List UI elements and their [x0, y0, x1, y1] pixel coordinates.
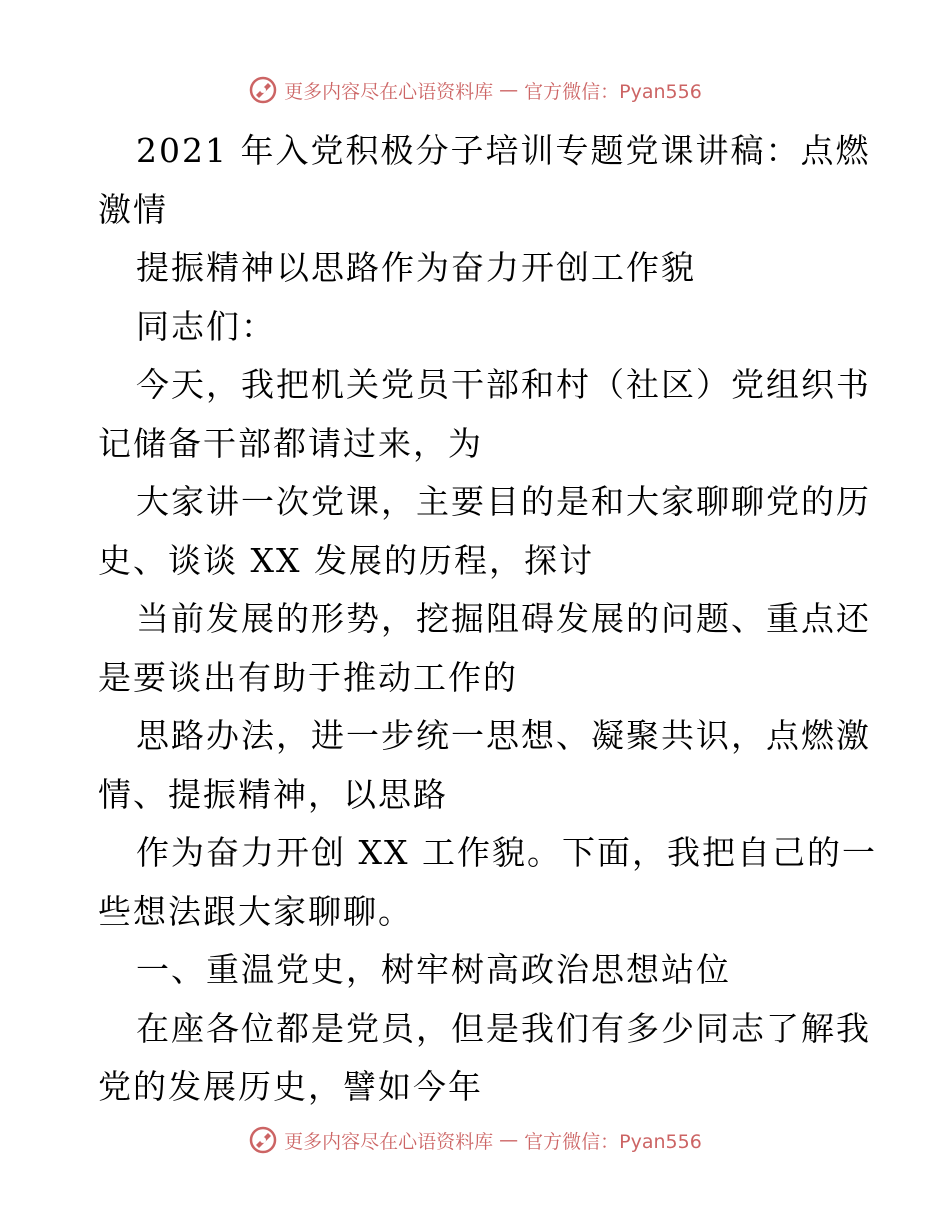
doc-line: 党的发展历史，譬如今年 [98, 1067, 483, 1106]
doc-line: 大家讲一次党课，主要目的是和大家聊聊党的历 [136, 482, 871, 521]
doc-line: 一、重温党史，树牢树高政治思想站位 [136, 950, 731, 989]
watermark-wechat-text: 官方微信：Pyan556 [524, 1130, 702, 1153]
watermark-separator: — [499, 79, 519, 101]
brand-logo-icon [248, 1125, 278, 1155]
doc-line: 当前发展的形势，挖掘阻碍发展的问题、重点还 [136, 599, 871, 638]
doc-line: 史、谈谈 XX 发展的历程，探讨 [98, 540, 594, 580]
doc-line: 记储备干部都请过来，为 [98, 423, 483, 463]
doc-line: 在座各位都是党员，但是我们有多少同志了解我 [136, 1008, 871, 1048]
doc-line: 今天，我把机关党员干部和村（社区）党组织书 [136, 365, 871, 404]
footer-watermark [0, 1120, 950, 1160]
doc-line: 作为奋力开创 XX 工作貌。下面，我把自己的一 [136, 833, 877, 872]
watermark-main-text: 更多内容尽在心语资料库 [284, 80, 494, 103]
doc-line: 2021 年入党积极分子培训专题党课讲稿：点燃 [136, 131, 871, 170]
doc-line: 情、提振精神，以思路 [98, 774, 448, 814]
doc-line: 是要谈出有助于推动工作的 [98, 657, 518, 697]
watermark-separator: — [499, 1129, 519, 1151]
watermark-wechat-text: 官方微信：Pyan556 [524, 80, 702, 103]
doc-line: 思路办法，进一步统一思想、凝聚共识，点燃激 [136, 716, 871, 755]
doc-line: 激情 [98, 189, 168, 229]
doc-line: 些想法跟大家聊聊。 [98, 891, 413, 931]
doc-line: 提振精神以思路作为奋力开创工作貌 [136, 248, 696, 287]
watermark-main-text: 更多内容尽在心语资料库 [284, 1130, 494, 1153]
doc-line: 同志们： [136, 306, 276, 346]
brand-logo-icon [248, 75, 278, 105]
header-watermark [0, 70, 950, 110]
document-body [98, 122, 877, 1117]
